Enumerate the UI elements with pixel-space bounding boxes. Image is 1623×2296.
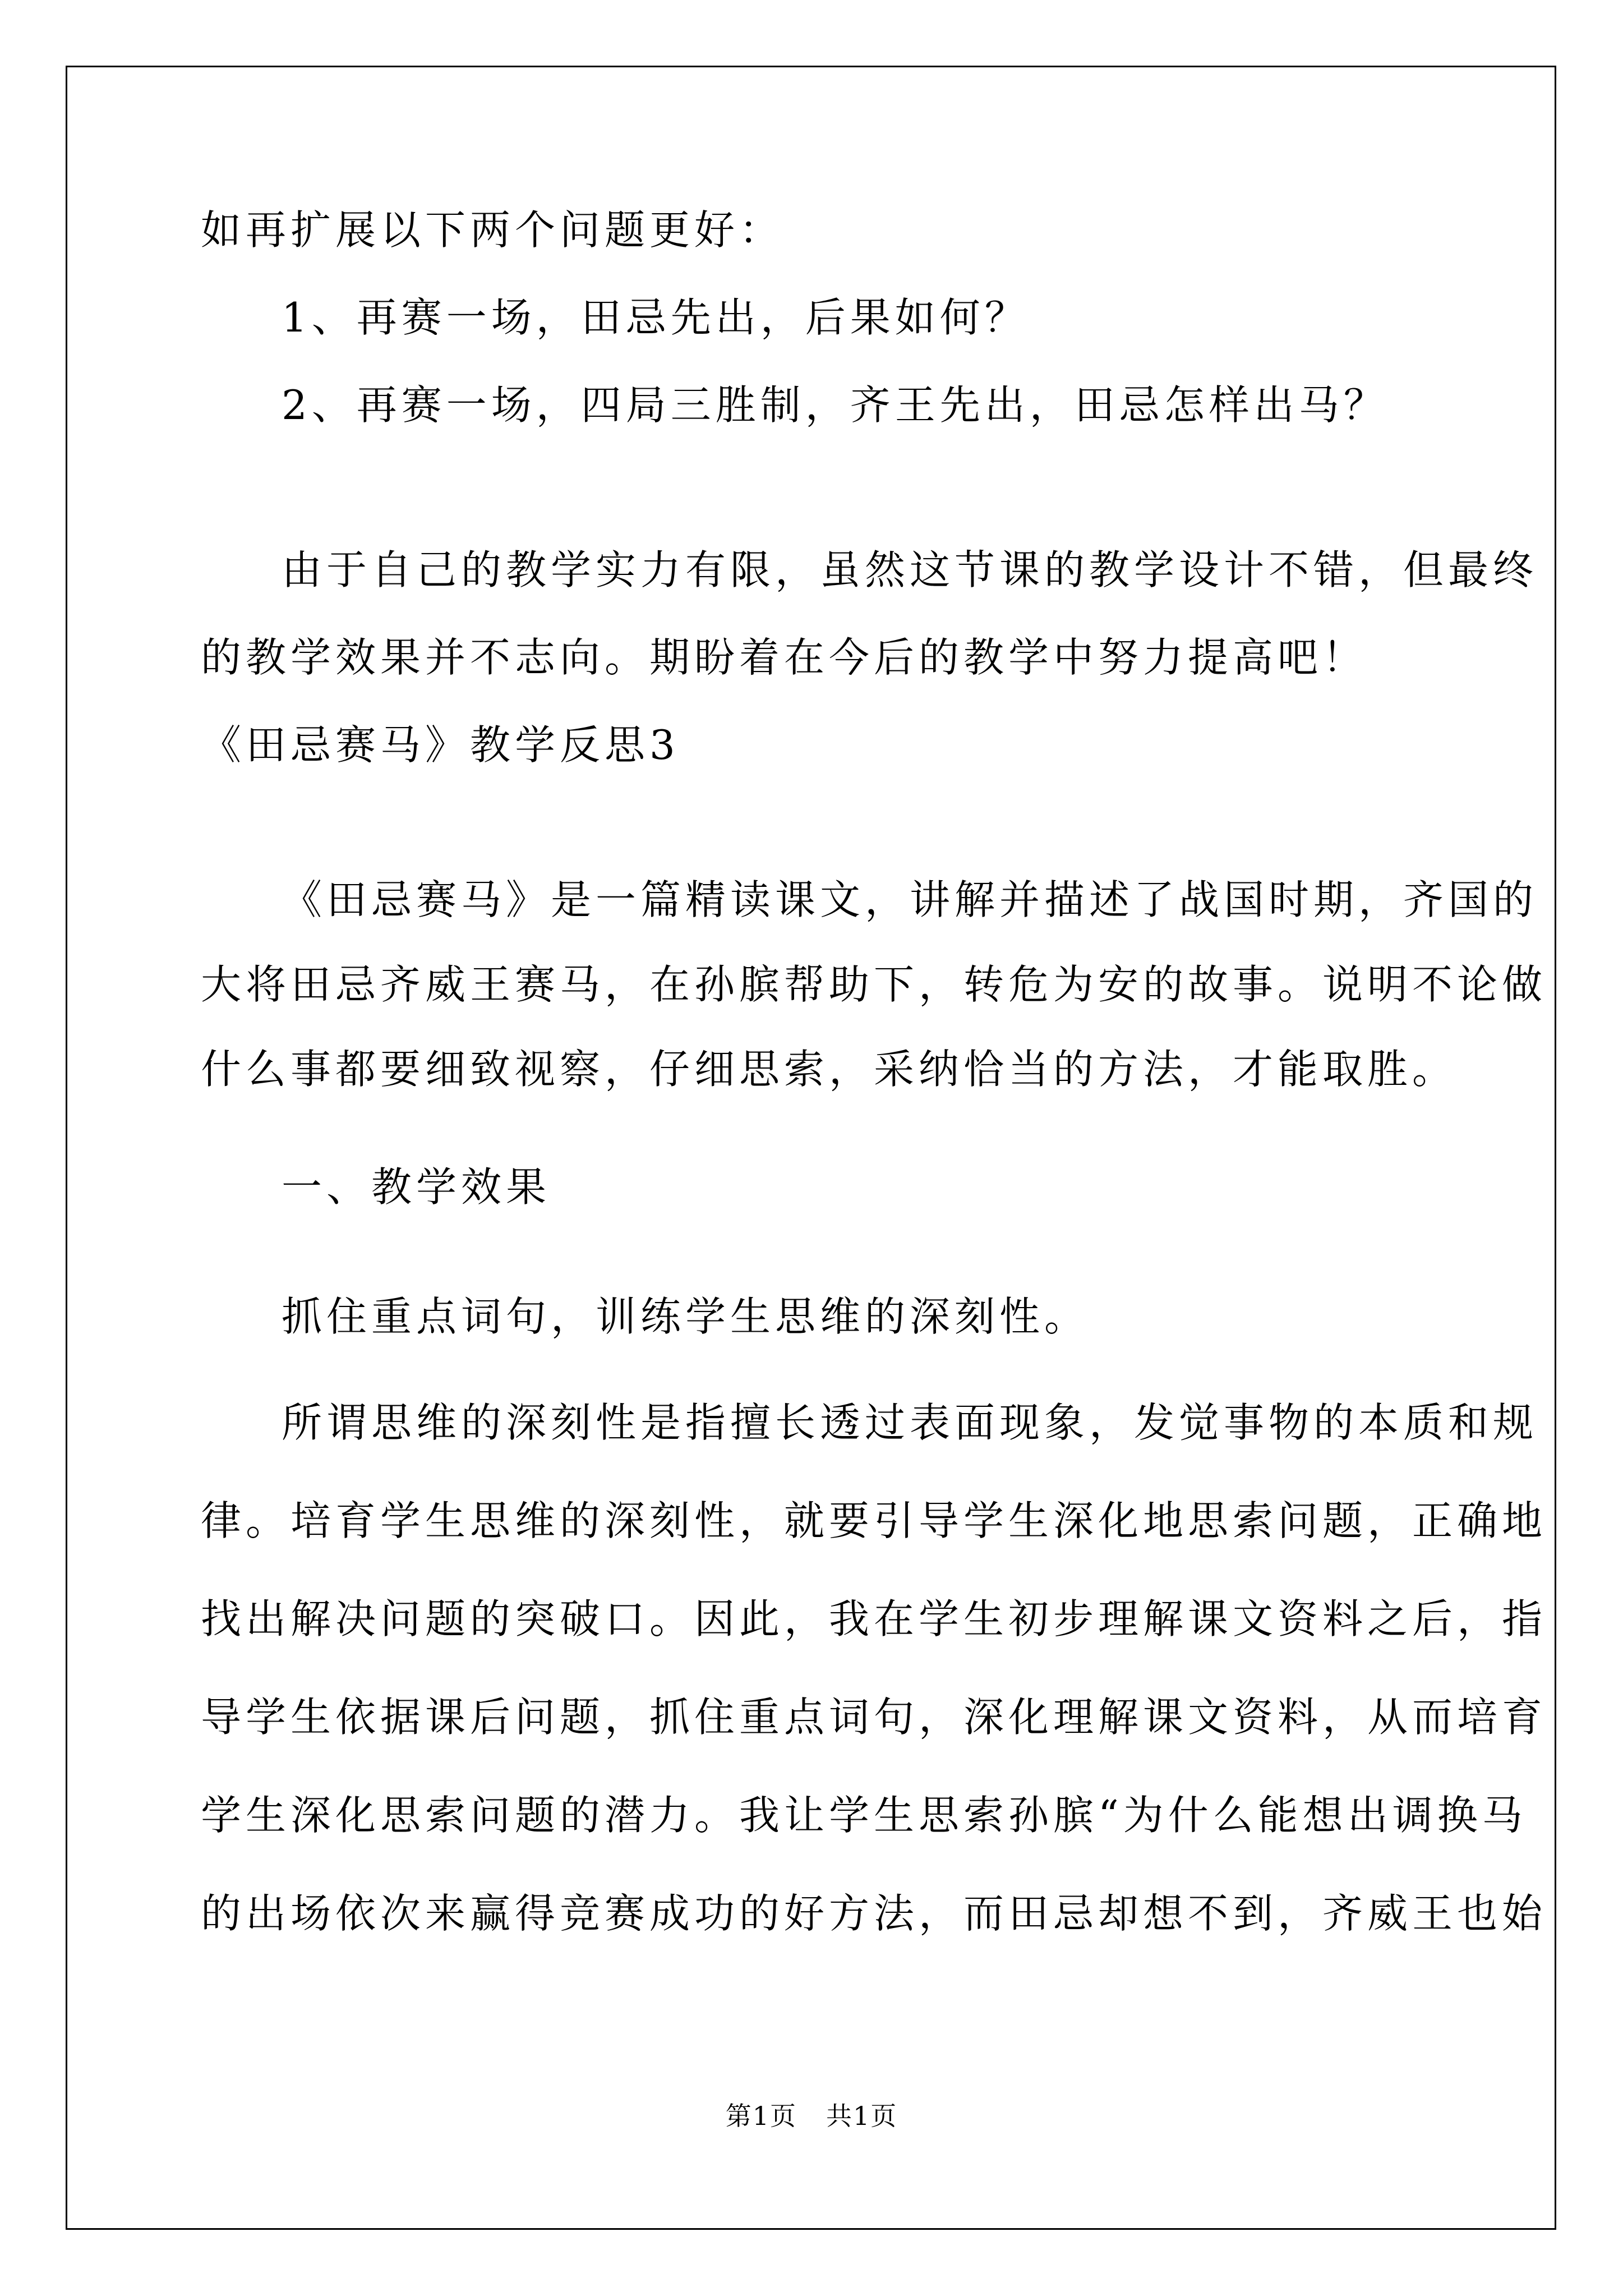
paragraph-line: 学生深化思索问题的潜力。我让学生思索孙膑“为什么能想出调换马	[201, 1792, 1527, 1839]
page-footer	[0, 2099, 1623, 2133]
paragraph-line: 所谓思维的深刻性是指擅长透过表面现象，发觉事物的本质和规	[282, 1399, 1538, 1446]
section-title: 《田忌赛马》教学反思3	[201, 721, 680, 769]
paragraph-line: 《田忌赛马》是一篇精读课文，讲解并描述了战国时期，齐国的	[282, 876, 1538, 923]
paragraph-line: 什么事都要细致视察，仔细思索，采纳恰当的方法，才能取胜。	[201, 1046, 1458, 1093]
paragraph-line: 如再扩展以下两个问题更好：	[201, 206, 785, 254]
paragraph-line: 找出解决问题的突破口。因此，我在学生初步理解课文资料之后，指	[201, 1595, 1547, 1642]
paragraph-line: 律。培育学生思维的深刻性，就要引导学生深化地思索问题，正确地	[201, 1497, 1547, 1544]
paragraph-line: 的教学效果并不志向。期盼着在今后的教学中努力提高吧！	[201, 634, 1368, 681]
paragraph-line: 由于自己的教学实力有限，虽然这节课的教学设计不错，但最终	[282, 546, 1538, 593]
paragraph-line: 抓住重点词句，训练学生思维的深刻性。	[282, 1293, 1090, 1340]
list-item: 2、再赛一场，四局三胜制，齐王先出，田忌怎样出马？	[282, 381, 1389, 429]
paragraph-line: 的出场依次来赢得竞赛成功的好方法，而田忌却想不到，齐威王也始	[201, 1890, 1547, 1937]
list-item: 1、再赛一场，田忌先出，后果如何？	[282, 294, 1030, 341]
paragraph-line: 导学生依据课后问题，抓住重点词句，深化理解课文资料，从而培育	[201, 1694, 1547, 1741]
page-number: 第1页	[725, 2101, 797, 2131]
paragraph-line: 大将田忌齐威王赛马，在孙膑帮助下，转危为安的故事。说明不论做	[201, 961, 1547, 1008]
page-total: 共1页	[826, 2101, 898, 2131]
subsection-heading: 一、教学效果	[282, 1163, 551, 1211]
